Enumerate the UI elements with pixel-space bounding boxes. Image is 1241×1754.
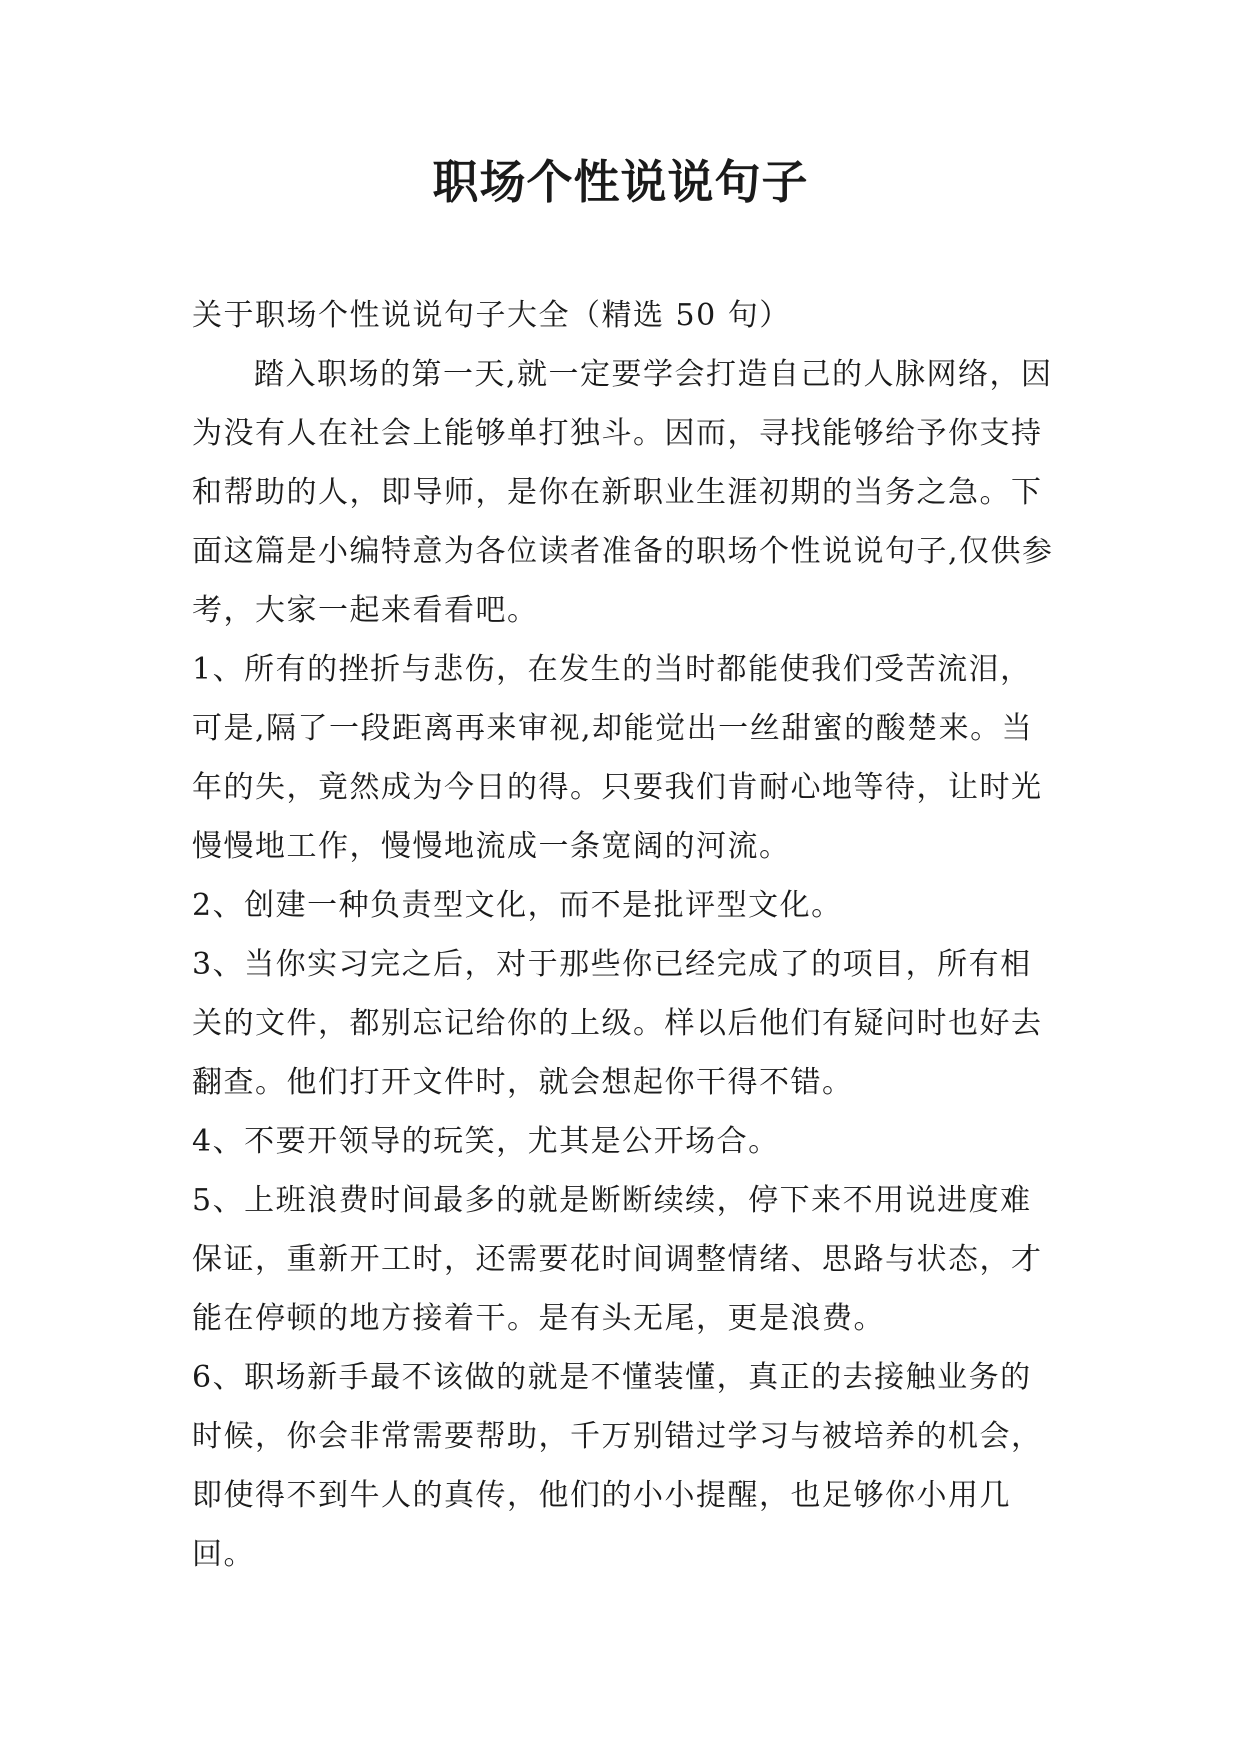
- list-item: 4、不要开领导的玩笑，尤其是公开场合。: [192, 1124, 780, 1159]
- list-item: 3、当你实习完之后，对于那些你已经完成了的项目，所有相关的文件，都别忘记给你的上级。样以后他们有疑问时也好去翻查。他们打开文件时，就会想起你干得不错。: [192, 947, 1043, 1100]
- page-title: 职场个性说说句子: [432, 155, 809, 209]
- list-item: 5、上班浪费时间最多的就是断断续续，停下来不用说进度难保证，重新开工时，还需要花时间调整情绪、思路与状态，才能在停顿的地方接着干。是有头无尾，更是浪费。: [192, 1183, 1043, 1336]
- document-subtitle: 关于职场个性说说句子大全（精选 50 句）: [192, 298, 791, 333]
- list-item: 2、创建一种负责型文化，而不是批评型文化。: [192, 888, 843, 923]
- document-body: [192, 286, 1062, 1584]
- intro-paragraph: 踏入职场的第一天,就一定要学会打造自己的人脉网络，因为没有人在社会上能够单打独斗。因而，寻找能够给予你支持和帮助的人，即导师，是你在新职业生涯初期的当务之急。下面这篇是小编特意为各位读者准备的职场个性说说句子,仅供参考，大家一起来看看吧。: [192, 357, 1054, 628]
- list-item: 1、所有的挫折与悲伤，在发生的当时都能使我们受苦流泪，可是,隔了一段距离再来审视,却能觉出一丝甜蜜的酸楚来。当年的失，竟然成为今日的得。只要我们肯耐心地等待，让时光慢慢地工作，慢慢地流成一条宽阔的河流。: [192, 652, 1043, 864]
- list-item: 6、职场新手最不该做的就是不懂装懂，真正的去接触业务的时候，你会非常需要帮助，千万别错过学习与被培养的机会，即使得不到牛人的真传，他们的小小提醒，也足够你小用几回。: [192, 1360, 1043, 1572]
